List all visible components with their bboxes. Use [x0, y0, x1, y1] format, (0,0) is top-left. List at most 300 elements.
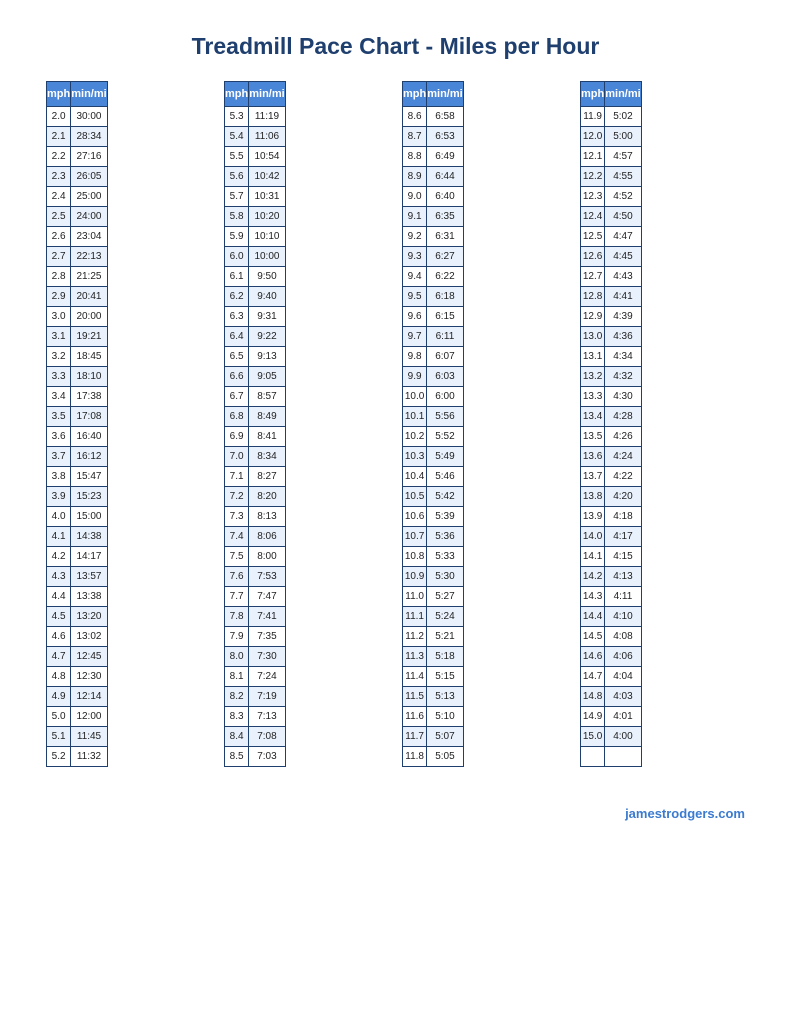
mph-cell: 13.1: [581, 347, 605, 367]
pace-table-4: [580, 81, 642, 767]
table-row: [225, 447, 286, 467]
pace-cell: 10:20: [249, 207, 285, 227]
mph-cell: 6.0: [225, 247, 249, 267]
mph-cell: 6.4: [225, 327, 249, 347]
table-row: [225, 527, 286, 547]
table-row: [403, 167, 464, 187]
table-row: [47, 647, 108, 667]
table-row: [403, 647, 464, 667]
mph-cell: 11.5: [403, 687, 427, 707]
pace-cell: 8:49: [249, 407, 285, 427]
pace-cell: 8:41: [249, 427, 285, 447]
table-row: [403, 467, 464, 487]
mph-cell: 9.3: [403, 247, 427, 267]
table-row: [403, 447, 464, 467]
mph-cell: 4.4: [47, 587, 71, 607]
mph-cell: 14.2: [581, 567, 605, 587]
pace-cell: 25:00: [71, 187, 107, 207]
pace-cell: 4:00: [605, 727, 641, 747]
table-row: [47, 347, 108, 367]
table-row: [47, 687, 108, 707]
pace-cell: 10:31: [249, 187, 285, 207]
table-row: [225, 567, 286, 587]
mph-cell: 4.3: [47, 567, 71, 587]
mph-cell: 2.3: [47, 167, 71, 187]
pace-header: min/mi: [605, 82, 641, 107]
pace-cell: 6:40: [427, 187, 463, 207]
pace-cell: 10:10: [249, 227, 285, 247]
mph-cell: 2.1: [47, 127, 71, 147]
pace-header: min/mi: [249, 82, 285, 107]
table-row: [581, 227, 642, 247]
mph-cell: 7.6: [225, 567, 249, 587]
mph-cell: 2.5: [47, 207, 71, 227]
pace-cell: 12:14: [71, 687, 107, 707]
table-row: [581, 107, 642, 127]
pace-cell: 18:45: [71, 347, 107, 367]
mph-cell: 9.7: [403, 327, 427, 347]
pace-cell: 17:38: [71, 387, 107, 407]
mph-cell: 3.3: [47, 367, 71, 387]
mph-cell: 6.3: [225, 307, 249, 327]
mph-cell: 12.8: [581, 287, 605, 307]
mph-cell: 8.6: [403, 107, 427, 127]
table-row: [403, 227, 464, 247]
mph-cell: 14.4: [581, 607, 605, 627]
mph-cell: 12.7: [581, 267, 605, 287]
table-row: [581, 187, 642, 207]
mph-cell: 8.0: [225, 647, 249, 667]
mph-cell: 7.3: [225, 507, 249, 527]
mph-header: mph: [47, 82, 71, 107]
table-row: [581, 367, 642, 387]
table-row: [403, 307, 464, 327]
mph-cell: 10.5: [403, 487, 427, 507]
table-row: [581, 127, 642, 147]
pace-cell: 5:56: [427, 407, 463, 427]
table-row: [581, 587, 642, 607]
table-row: [47, 367, 108, 387]
table-row: [403, 487, 464, 507]
mph-cell: 4.6: [47, 627, 71, 647]
pace-cell: 5:21: [427, 627, 463, 647]
pace-cell: 4:39: [605, 307, 641, 327]
table-row: [47, 267, 108, 287]
table-row: [47, 127, 108, 147]
mph-cell: 13.3: [581, 387, 605, 407]
pace-cell: 5:05: [427, 747, 463, 767]
mph-cell: 7.9: [225, 627, 249, 647]
table-row: [581, 347, 642, 367]
mph-cell: 11.0: [403, 587, 427, 607]
table-row: [47, 247, 108, 267]
table-row: [225, 507, 286, 527]
pace-cell: 8:57: [249, 387, 285, 407]
pace-cell: [605, 747, 641, 767]
table-row: [581, 687, 642, 707]
mph-cell: 5.4: [225, 127, 249, 147]
table-row: [47, 667, 108, 687]
table-row: [581, 247, 642, 267]
table-row: [225, 187, 286, 207]
mph-cell: 12.5: [581, 227, 605, 247]
pace-cell: 7:03: [249, 747, 285, 767]
table-row: [47, 387, 108, 407]
pace-cell: 20:41: [71, 287, 107, 307]
table-row: [403, 727, 464, 747]
table-row: [225, 287, 286, 307]
pace-cell: 7:19: [249, 687, 285, 707]
mph-cell: 14.7: [581, 667, 605, 687]
mph-cell: 11.7: [403, 727, 427, 747]
pace-cell: 12:45: [71, 647, 107, 667]
pace-cell: 4:10: [605, 607, 641, 627]
mph-cell: 14.1: [581, 547, 605, 567]
mph-cell: 13.4: [581, 407, 605, 427]
pace-cell: 6:49: [427, 147, 463, 167]
mph-cell: 13.5: [581, 427, 605, 447]
pace-cell: 7:35: [249, 627, 285, 647]
pace-cell: 8:20: [249, 487, 285, 507]
mph-cell: 10.0: [403, 387, 427, 407]
pace-cell: 17:08: [71, 407, 107, 427]
pace-cell: 4:55: [605, 167, 641, 187]
mph-cell: 2.2: [47, 147, 71, 167]
mph-cell: 14.6: [581, 647, 605, 667]
mph-cell: 7.0: [225, 447, 249, 467]
pace-cell: 5:15: [427, 667, 463, 687]
page-title: Treadmill Pace Chart - Miles per Hour: [191, 33, 600, 59]
table-row: [225, 347, 286, 367]
pace-cell: 5:00: [605, 127, 641, 147]
pace-cell: 6:15: [427, 307, 463, 327]
mph-cell: 5.9: [225, 227, 249, 247]
pace-cell: 30:00: [71, 107, 107, 127]
pace-cell: 15:47: [71, 467, 107, 487]
table-row: [403, 407, 464, 427]
table-row: [225, 667, 286, 687]
mph-cell: 7.8: [225, 607, 249, 627]
table-row: [581, 567, 642, 587]
mph-cell: 9.4: [403, 267, 427, 287]
pace-cell: 4:36: [605, 327, 641, 347]
mph-cell: 14.0: [581, 527, 605, 547]
pace-cell: 4:04: [605, 667, 641, 687]
mph-cell: 11.3: [403, 647, 427, 667]
table-row: [403, 587, 464, 607]
pace-cell: 7:13: [249, 707, 285, 727]
pace-cell: 15:00: [71, 507, 107, 527]
mph-cell: 3.5: [47, 407, 71, 427]
mph-cell: 13.2: [581, 367, 605, 387]
pace-cell: 4:20: [605, 487, 641, 507]
mph-cell: 8.9: [403, 167, 427, 187]
mph-cell: 2.7: [47, 247, 71, 267]
pace-cell: 11:45: [71, 727, 107, 747]
table-row: [581, 467, 642, 487]
mph-cell: 9.1: [403, 207, 427, 227]
table-row: [47, 627, 108, 647]
mph-cell: 12.0: [581, 127, 605, 147]
mph-cell: 5.1: [47, 727, 71, 747]
pace-cell: 12:00: [71, 707, 107, 727]
table-row: [225, 127, 286, 147]
pace-cell: 13:57: [71, 567, 107, 587]
pace-cell: 6:03: [427, 367, 463, 387]
table-row: [403, 527, 464, 547]
website-footer: jamestrodgers.com: [625, 806, 745, 821]
pace-cell: 6:35: [427, 207, 463, 227]
mph-cell: 8.8: [403, 147, 427, 167]
pace-cell: 6:58: [427, 107, 463, 127]
pace-cell: 6:27: [427, 247, 463, 267]
mph-cell: 13.7: [581, 467, 605, 487]
table-row: [581, 407, 642, 427]
pace-cell: 21:25: [71, 267, 107, 287]
pace-cell: 9:22: [249, 327, 285, 347]
pace-cell: 4:47: [605, 227, 641, 247]
mph-cell: 7.2: [225, 487, 249, 507]
table-row: [47, 207, 108, 227]
mph-cell: 8.3: [225, 707, 249, 727]
pace-cell: 7:53: [249, 567, 285, 587]
pace-cell: 5:10: [427, 707, 463, 727]
table-row: [581, 487, 642, 507]
pace-cell: 8:00: [249, 547, 285, 567]
mph-cell: 14.3: [581, 587, 605, 607]
table-row: [403, 247, 464, 267]
mph-cell: 11.2: [403, 627, 427, 647]
pace-cell: 5:02: [605, 107, 641, 127]
table-row: [47, 467, 108, 487]
pace-cell: 4:06: [605, 647, 641, 667]
pace-cell: 8:34: [249, 447, 285, 467]
pace-cell: 5:27: [427, 587, 463, 607]
pace-table-3: [402, 81, 464, 767]
table-row: [403, 707, 464, 727]
pace-cell: 4:13: [605, 567, 641, 587]
pace-cell: 9:40: [249, 287, 285, 307]
pace-cell: 4:26: [605, 427, 641, 447]
pace-cell: 9:05: [249, 367, 285, 387]
mph-cell: 7.7: [225, 587, 249, 607]
table-row: [225, 107, 286, 127]
pace-cell: 4:11: [605, 587, 641, 607]
pace-cell: 9:31: [249, 307, 285, 327]
pace-cell: 11:06: [249, 127, 285, 147]
pace-cell: 5:13: [427, 687, 463, 707]
pace-cell: 7:41: [249, 607, 285, 627]
pace-cell: 7:30: [249, 647, 285, 667]
pace-cell: 4:57: [605, 147, 641, 167]
pace-cell: 26:05: [71, 167, 107, 187]
pace-table-1: [46, 81, 108, 767]
table-row: [47, 107, 108, 127]
pace-cell: 5:18: [427, 647, 463, 667]
table-row: [225, 687, 286, 707]
pace-cell: 16:40: [71, 427, 107, 447]
pace-cell: 10:54: [249, 147, 285, 167]
mph-cell: 2.0: [47, 107, 71, 127]
mph-cell: 10.6: [403, 507, 427, 527]
table-row: [225, 627, 286, 647]
mph-cell: 6.7: [225, 387, 249, 407]
table-row: [581, 307, 642, 327]
mph-cell: 5.8: [225, 207, 249, 227]
mph-cell: 9.8: [403, 347, 427, 367]
mph-cell: 9.5: [403, 287, 427, 307]
mph-cell: 13.0: [581, 327, 605, 347]
mph-cell: 5.0: [47, 707, 71, 727]
pace-cell: 8:13: [249, 507, 285, 527]
table-row: [581, 447, 642, 467]
table-row: [581, 607, 642, 627]
pace-cell: 7:47: [249, 587, 285, 607]
table-row: [47, 327, 108, 347]
table-row: [225, 427, 286, 447]
table-row: [403, 607, 464, 627]
mph-cell: 3.9: [47, 487, 71, 507]
mph-cell: 10.3: [403, 447, 427, 467]
table-row: [225, 247, 286, 267]
pace-cell: 9:50: [249, 267, 285, 287]
table-row: [47, 187, 108, 207]
mph-cell: 6.1: [225, 267, 249, 287]
pace-cell: 4:32: [605, 367, 641, 387]
mph-cell: 3.6: [47, 427, 71, 447]
table-row: [403, 387, 464, 407]
mph-cell: 5.5: [225, 147, 249, 167]
mph-cell: 5.6: [225, 167, 249, 187]
table-row: [581, 527, 642, 547]
pace-cell: 4:52: [605, 187, 641, 207]
mph-cell: 13.8: [581, 487, 605, 507]
mph-cell: 14.5: [581, 627, 605, 647]
mph-cell: 12.1: [581, 147, 605, 167]
pace-cell: 9:13: [249, 347, 285, 367]
mph-cell: 3.2: [47, 347, 71, 367]
table-row: [581, 167, 642, 187]
table-row: [47, 447, 108, 467]
pace-cell: 10:42: [249, 167, 285, 187]
table-row: [225, 207, 286, 227]
table-row: [225, 367, 286, 387]
table-row: [403, 667, 464, 687]
table-row: [403, 187, 464, 207]
pace-cell: 4:15: [605, 547, 641, 567]
pace-cell: 8:27: [249, 467, 285, 487]
mph-cell: 3.8: [47, 467, 71, 487]
pace-cell: 4:50: [605, 207, 641, 227]
mph-header: mph: [403, 82, 427, 107]
pace-cell: 5:33: [427, 547, 463, 567]
table-row: [581, 667, 642, 687]
pace-cell: 19:21: [71, 327, 107, 347]
table-row: [403, 507, 464, 527]
mph-cell: 10.2: [403, 427, 427, 447]
mph-cell: 6.2: [225, 287, 249, 307]
table-row: [225, 467, 286, 487]
mph-cell: 7.5: [225, 547, 249, 567]
table-row: [225, 747, 286, 767]
table-row: [403, 747, 464, 767]
mph-cell: 4.9: [47, 687, 71, 707]
pace-cell: 7:24: [249, 667, 285, 687]
table-row: [225, 587, 286, 607]
table-row: [581, 707, 642, 727]
table-row: [581, 147, 642, 167]
table-row: [403, 687, 464, 707]
mph-cell: 9.9: [403, 367, 427, 387]
table-row: [47, 747, 108, 767]
pace-cell: 6:44: [427, 167, 463, 187]
pace-cell: 23:04: [71, 227, 107, 247]
mph-cell: 8.1: [225, 667, 249, 687]
pace-cell: 4:45: [605, 247, 641, 267]
table-row: [403, 367, 464, 387]
mph-cell: 7.1: [225, 467, 249, 487]
pace-cell: 5:30: [427, 567, 463, 587]
table-row: [47, 527, 108, 547]
mph-cell: 8.2: [225, 687, 249, 707]
mph-cell: 10.8: [403, 547, 427, 567]
mph-cell: 3.7: [47, 447, 71, 467]
table-row: [403, 267, 464, 287]
mph-cell: 3.4: [47, 387, 71, 407]
pace-cell: 13:38: [71, 587, 107, 607]
table-row: [581, 387, 642, 407]
pace-cell: 14:17: [71, 547, 107, 567]
pace-cell: 10:00: [249, 247, 285, 267]
mph-cell: 11.4: [403, 667, 427, 687]
table-row: [47, 227, 108, 247]
table-row: [47, 607, 108, 627]
mph-cell: 11.9: [581, 107, 605, 127]
mph-cell: 4.7: [47, 647, 71, 667]
pace-cell: 16:12: [71, 447, 107, 467]
mph-cell: 11.1: [403, 607, 427, 627]
mph-cell: 5.3: [225, 107, 249, 127]
table-row: [47, 487, 108, 507]
pace-cell: 24:00: [71, 207, 107, 227]
pace-cell: 11:32: [71, 747, 107, 767]
mph-cell: 6.9: [225, 427, 249, 447]
table-row: [225, 227, 286, 247]
pace-cell: 20:00: [71, 307, 107, 327]
table-row: [581, 267, 642, 287]
mph-cell: 3.1: [47, 327, 71, 347]
pace-cell: 6:53: [427, 127, 463, 147]
table-row: [225, 607, 286, 627]
table-row: [47, 427, 108, 447]
table-row: [403, 147, 464, 167]
pace-cell: 4:08: [605, 627, 641, 647]
table-row: [225, 147, 286, 167]
mph-cell: 14.9: [581, 707, 605, 727]
pace-cell: 15:23: [71, 487, 107, 507]
pace-cell: 4:28: [605, 407, 641, 427]
pace-cell: 4:34: [605, 347, 641, 367]
mph-cell: 6.5: [225, 347, 249, 367]
table-row: [581, 647, 642, 667]
pace-cell: 7:08: [249, 727, 285, 747]
table-row: [581, 287, 642, 307]
mph-cell: 2.4: [47, 187, 71, 207]
pace-cell: 27:16: [71, 147, 107, 167]
table-row: [225, 707, 286, 727]
table-row: [581, 207, 642, 227]
mph-cell: 6.8: [225, 407, 249, 427]
